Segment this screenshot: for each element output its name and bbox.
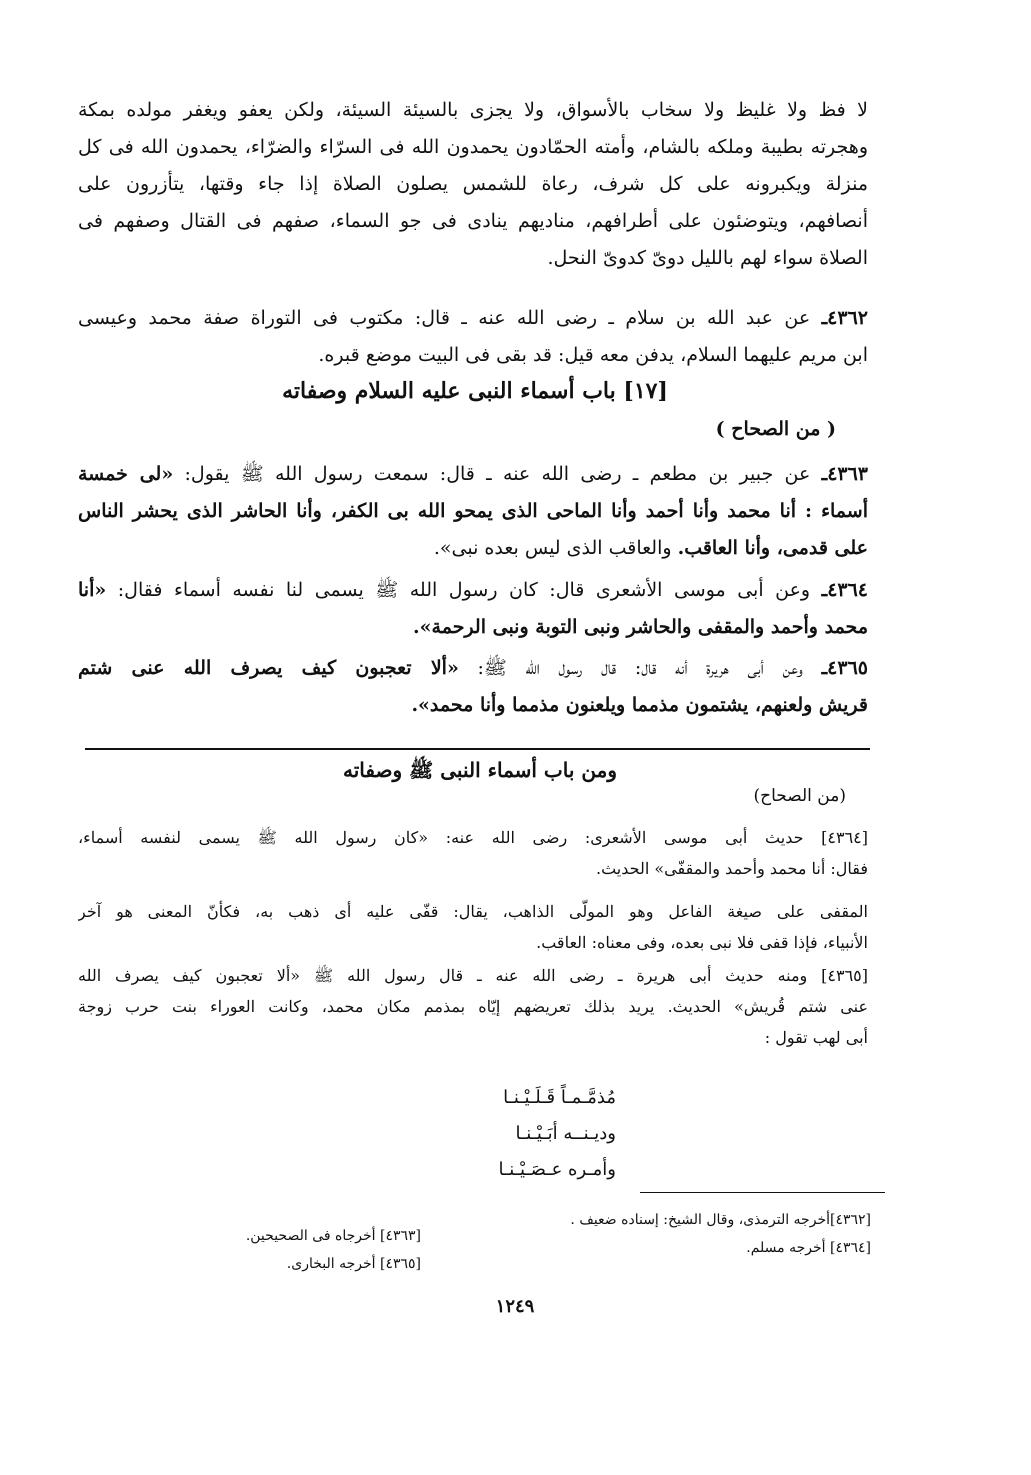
section-label-sahih: ( من الصحاح ): [715, 418, 836, 440]
footnote-4365: [٤٣٦٥] أخرجه البخارى.: [286, 1256, 421, 1272]
hadith-quote: «ألا تعجبون كيف يصرف الله عنى شتم: [78, 657, 459, 679]
commentary-title: ومن باب أسماء النبى ﷺ وصفاته: [343, 758, 617, 782]
paragraph-line: منزلة ويكبرونه على كل شرف، رعاة للشمس يصلون الصلاة إذا جاء وقتها، يتأزرون على: [78, 173, 868, 195]
poem-verse: وديـنــه أبَـيْـنـا: [515, 1123, 616, 1144]
page-number: ١٢٤٩: [495, 1296, 535, 1317]
hadith-text: وعن أبى موسى الأشعرى قال: كان رسول الله ﷺ يسمى لنا نفسه أسماء فقال:: [117, 579, 811, 601]
hadith-text: والعاقب الذى ليس بعده نبى».: [433, 537, 672, 559]
footnote-4362: [٤٣٦٢]أخرجه الترمذى، وقال الشيخ: إسناده ضعيف .: [570, 1212, 871, 1228]
commentary-line: عنى شتم قُريش» الحديث. يريد بذلك تعريضهم إيّاه بمذمم مكان محمد، وكانت العوراء بنت حرب زوجة: [78, 997, 868, 1016]
hadith-4362: [78, 300, 868, 374]
chapter-title: [١٧] باب أسماء النبى عليه السلام وصفاته: [282, 378, 668, 404]
commentary-section-label: (من الصحاح): [753, 786, 846, 806]
hadith-text: وعن أبى هريرة أنه قال: قال رسول الله ﷺ:: [477, 657, 803, 679]
commentary-line: [٤٣٦٥] ومنه حديث أبى هريرة ـ رضى الله عنه ـ قال رسول الله ﷺ «ألا تعجبون كيف يصرف الله: [78, 966, 868, 985]
commentary-line: أبى لهب تقول :: [764, 1028, 868, 1047]
hadith-quote: «لى خمسة: [78, 463, 174, 485]
hadith-text: عن عبد الله بن سلام ـ رضى الله عنه ـ قال: مكتوب فى التوراة صفة محمد وعيسى: [78, 307, 811, 329]
hadith-number: ٤٣٦٣ـ: [821, 463, 868, 485]
hadith-number: ٤٣٦٢ـ: [821, 307, 868, 329]
hadith-text: عن جبير بن مطعم ـ رضى الله عنه ـ قال: سمعت رسول الله ﷺ يقول:: [184, 463, 811, 485]
poem-verses: [499, 1080, 616, 1188]
hadith-4364: [78, 572, 868, 646]
hadith-line: [78, 572, 868, 609]
commentary-4364: [78, 822, 868, 884]
opening-paragraph: [78, 92, 868, 277]
poem-verse: مُذمَّـمـاً قَـلَـيْـنـا: [503, 1087, 616, 1108]
paragraph-line: الصلاة سواء لهم بالليل دوىّ كدوىّ النحل.: [547, 247, 868, 269]
hadith-4365: [78, 650, 868, 724]
commentary-line: [٤٣٦٤] حديث أبى موسى الأشعرى: رضى الله عنه: «كان رسول الله ﷺ يسمى لنفسه أسماء،: [78, 828, 868, 847]
hadith-quote: «أنا: [78, 579, 107, 601]
hadith-4363: [78, 456, 868, 567]
commentary-4365: [78, 960, 868, 1053]
hadith-line: [78, 456, 868, 493]
footnote-divider: [640, 1192, 885, 1193]
hadith-line: محمد وأحمد والمقفى والحاشر ونبى التوبة ونبى الرحمة».: [413, 616, 868, 638]
commentary-line: الأنبياء، فإذا قفى فلا نبى بعده، وفى معناه: العاقب.: [536, 933, 868, 952]
hadith-quote: على قدمى، وأنا العاقب.: [677, 537, 868, 559]
hadith-line: قريش ولعنهم، يشتمون مذمما ويلعنون مذمما وأنا محمد».: [411, 694, 868, 716]
footnote-4364: [٤٣٦٤] أخرجه مسلم.: [746, 1240, 871, 1256]
section-divider: [85, 748, 870, 750]
paragraph-line: لا فظ ولا غليظ ولا سخاب بالأسواق، ولا يجزى بالسيئة السيئة، ولكن يعفو ويغفر مولده بمكة: [78, 99, 868, 121]
paragraph-line: أنصافهم، ويتوضئون على أطرافهم، مناديهم ينادى فى جو السماء، صفهم فى القتال وصفهم فى: [78, 210, 868, 232]
hadith-line: [78, 300, 868, 337]
hadith-line: أسماء : أنا محمد وأنا أحمد وأنا الماحى الذى يمحو الله بى الكفر، وأنا الحاشر الذى يحشر الناس: [78, 500, 868, 522]
hadith-line: ابن مريم عليهما السلام، يدفن معه قيل: قد بقى فى البيت موضع قبره.: [318, 344, 868, 366]
commentary-muqaffi: [78, 896, 868, 958]
commentary-line: فقال: أنا محمد وأحمد والمقفّى» الحديث.: [596, 859, 868, 878]
commentary-line: المقفى على صيغة الفاعل وهو المولّى الذاهب، يقال: قفّى عليه أى ذهب به، فكأنّ المعنى هو آخر: [78, 902, 868, 921]
hadith-line: [78, 650, 868, 687]
hadith-number: ٤٣٦٤ـ: [821, 579, 868, 601]
hadith-number: ٤٣٦٥ـ: [821, 657, 868, 679]
footnote-4363: [٤٣٦٣] أخرجاه فى الصحيحين.: [245, 1228, 421, 1244]
paragraph-line: وهجرته بطيبة وملكه بالشام، وأمته الحمّادون يحمدون الله فى السرّاء والضرّاء، يحمدون الله فى كل: [78, 136, 868, 158]
poem-verse: وأمـره عـصَـيْـنـا: [498, 1159, 616, 1180]
hadith-line: [78, 530, 868, 567]
